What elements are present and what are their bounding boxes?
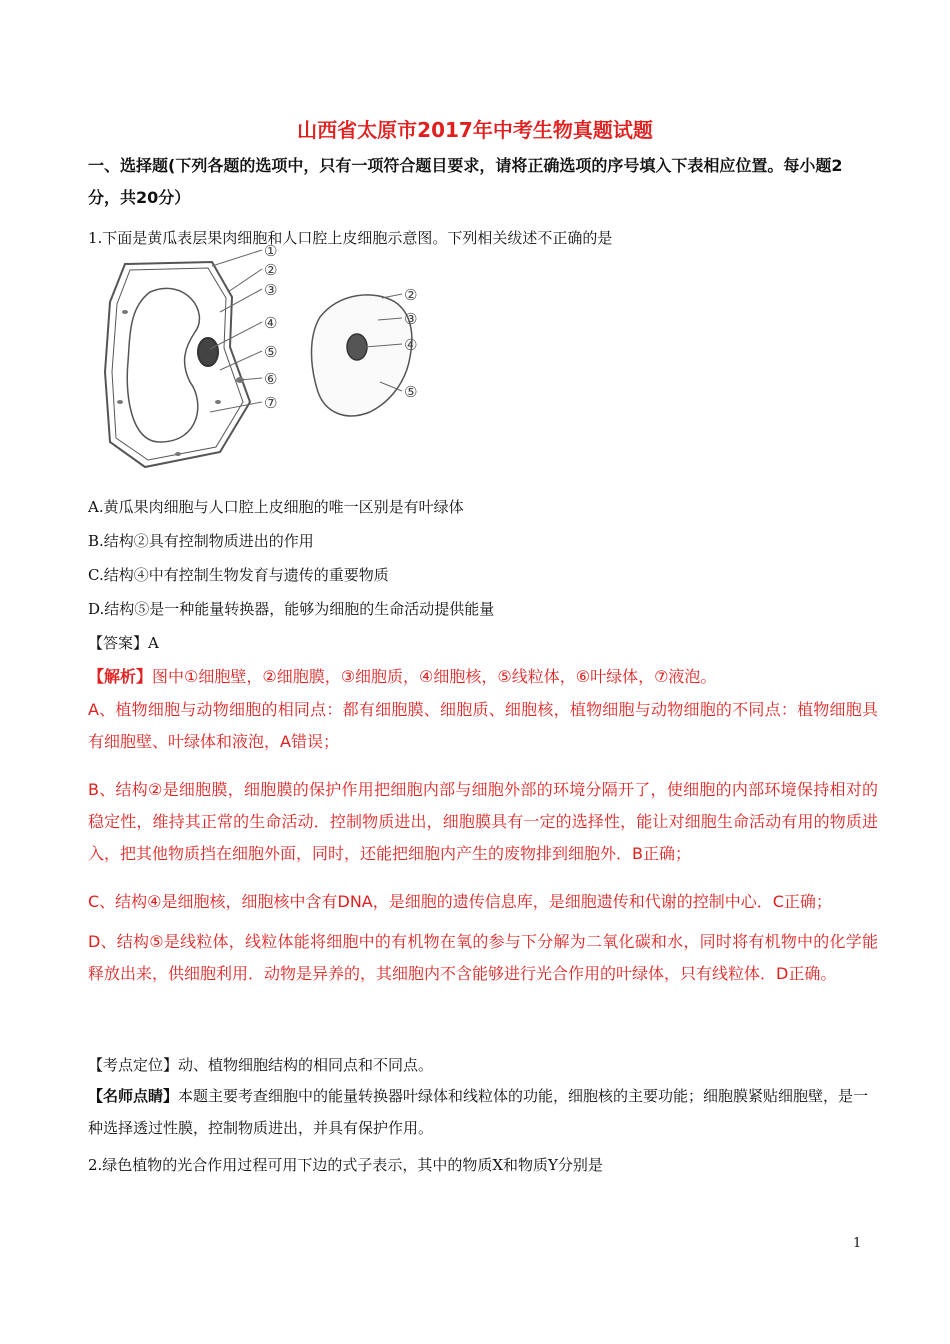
option-a: A.黄瓜果肉细胞与人口腔上皮细胞的唯一区别是有叶绿体	[88, 498, 464, 516]
plant-cell-leaders	[210, 250, 262, 412]
analysis-intro: 图中①细胞壁，②细胞膜，③细胞质，④细胞核，⑤线粒体，⑥叶绿体，⑦液泡。	[152, 667, 717, 686]
page-title: 山西省太原市2017年中考生物真题试题	[297, 118, 653, 142]
animal-label-5: ⑤	[404, 383, 418, 401]
kaodian-text: 动、植物细胞结构的相同点和不同点。	[178, 1056, 434, 1074]
animal-label-3: ③	[404, 310, 418, 328]
plant-cell-wall	[105, 262, 250, 467]
analysis-a: A、植物细胞与动物细胞的相同点：都有细胞膜、细胞质、细胞核，植物细胞与动物细胞的不同点：植物细胞具有细胞壁、叶绿体和液泡，A错误；	[88, 700, 878, 751]
animal-cell-drawing	[312, 295, 412, 416]
kaodian-label: 【考点定位】	[88, 1056, 179, 1074]
analysis-b: B、结构②是细胞膜，细胞膜的保护作用把细胞内部与细胞外部的环境分隔开了，使细胞的内部环境保持相对的稳定性，维持其正常的生命活动．控制物质进出，细胞膜具有一定的选择性，能让对细胞生命活动有用的物质进入，把其他物质挡在细胞外面，同时，还能把细胞内产生的废物排到细胞外．B正确；	[88, 780, 878, 863]
analysis-d: D、结构⑤是线粒体，线粒体能将细胞中的有机物在氧的参与下分解为二氧化碳和水，同时将有机物中的化学能释放出来，供细胞利用．动物是异养的，其细胞内不含能够进行光合作用的叶绿体，只有线粒体．D正确。	[88, 932, 878, 983]
question-2-stem: 2.绿色植物的光合作用过程可用下边的式子表示，其中的物质X和物质Y分别是	[88, 1156, 603, 1174]
dianjing-label: 【名师点睛】	[88, 1087, 179, 1105]
animal-nucleus	[347, 334, 367, 360]
animal-label-2: ②	[404, 286, 418, 304]
analysis-c: C、结构④是细胞核，细胞核中含有DNA，是细胞的遗传信息库，是细胞遗传和代谢的控制中心．C正确；	[88, 892, 832, 911]
analysis-label: 【解析】	[88, 667, 153, 686]
page-number: 1	[853, 1236, 862, 1251]
animal-cell-labels	[404, 286, 417, 401]
animal-label-4: ④	[404, 336, 418, 354]
plant-cell-drawing	[105, 262, 250, 467]
dianjing-text: 本题主要考查细胞中的能量转换器叶绿体和线粒体的功能，细胞核的主要功能；细胞膜紧贴细胞壁，是一种选择透过性膜，控制物质进出，并具有保护作用。	[88, 1087, 869, 1137]
analysis-intro-line	[88, 664, 716, 687]
kaodian-line	[88, 1054, 433, 1075]
question-1-stem: 1.下面是黄瓜表层果肉细胞和人口腔上皮细胞示意图。下列相关绂述不正确的是	[88, 229, 613, 247]
option-c: C.结构④中有控制生物发育与遗传的重要物质	[88, 566, 389, 584]
dianjing-paragraph	[88, 1080, 873, 1144]
plant-cell-membrane	[112, 268, 243, 460]
answer: 【答案】A	[88, 634, 159, 652]
plant-label-4: ④	[264, 314, 278, 332]
plant-label-2: ②	[264, 261, 278, 279]
plant-nucleus	[198, 338, 218, 366]
plant-vacuole	[127, 288, 199, 442]
plant-cell-labels	[264, 242, 277, 412]
option-b: B.结构②具有控制物质进出的作用	[88, 532, 314, 550]
plant-label-6: ⑥	[264, 370, 278, 388]
section-header: 一、选择题(下列各题的选项中，只有一项符合题目要求，请将正确选项的序号填入下表相应位置。每小题2分，共20分）	[88, 156, 843, 207]
option-d: D.结构⑤是一种能量转换器，能够为细胞的生命活动提供能量	[88, 600, 495, 618]
plant-label-7: ⑦	[264, 394, 278, 412]
plant-label-1: ①	[264, 242, 278, 260]
cell-diagram	[90, 242, 450, 477]
plant-label-5: ⑤	[264, 343, 278, 361]
plant-label-3: ③	[264, 281, 278, 299]
